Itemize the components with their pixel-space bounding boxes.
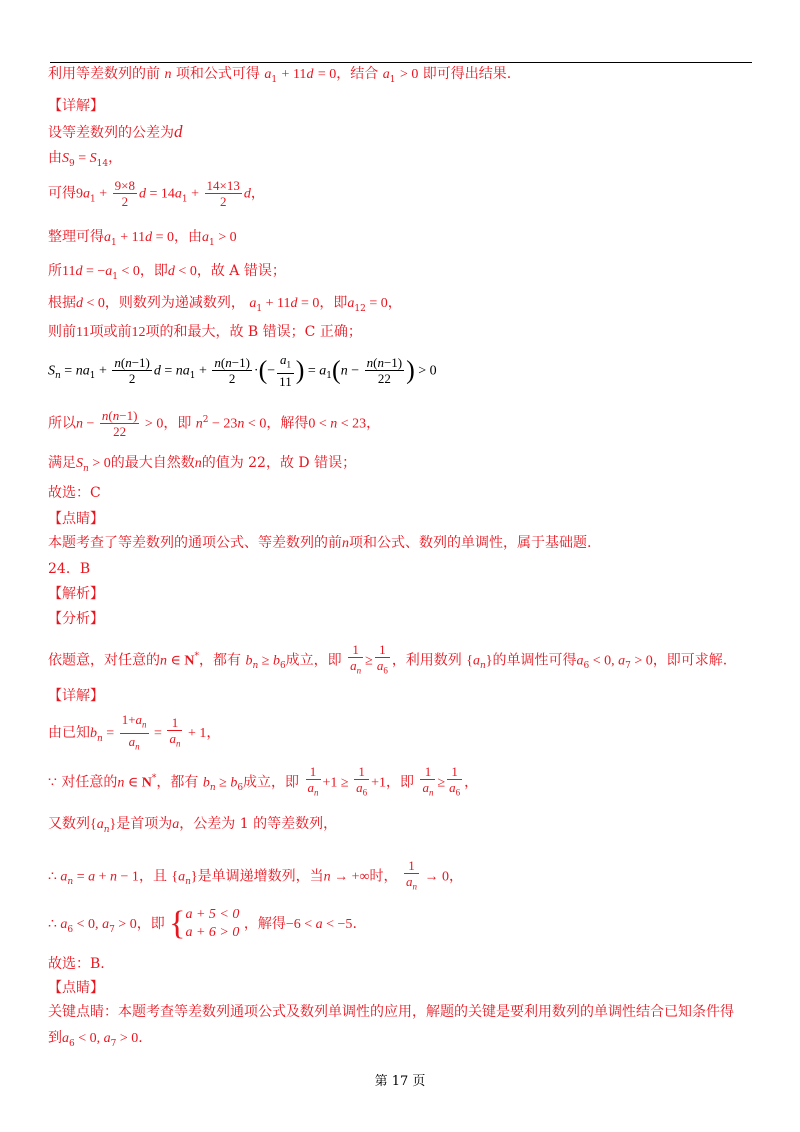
q23-comment: 本题考查了等差数列的通项公式、等差数列的前n项和公式、数列的单调性，属于基础题.: [48, 535, 592, 551]
q23-step1: 设等差数列的公差为d: [48, 122, 183, 141]
comment-label: 【点睛】: [48, 511, 104, 527]
detail2-label: 【详解】: [48, 688, 104, 704]
q24-detail2: ∵ 对任意的n ∈ N*，都有 $b_n \ge b_6$成立，即 $\frac{1}{a_n}$ +1 ≥ $\frac{1}{a_6}$ +1，即 $\frac{1}{a_n}$ ≥ $\frac{1}{a_6}$ ，: [48, 764, 479, 798]
q24-detail3: 又数列$\{a_n\}$是首项为a，公差为 1 的等差数列，: [48, 816, 338, 835]
q23-sum-formula: $S_n = na_1$ + $\frac{n(n-1)}{2}$ $d = na_1$ + $\frac{n(n-1)}{2}$ ·(− $\frac{a_1}{11}$ ) = $a_1(n$ − $\frac{n(n-1)}{22}$ ) > 0: [48, 352, 437, 389]
analysis-text: 利用等差数列的前 n 项和公式可得 $a_1 + 11d = 0$，结合 $a_1 > 0$ 即可得出结果.: [48, 66, 512, 85]
q23-step7: 则前11项或前12项的和最大，故 B 错误；C 正确；: [48, 324, 362, 340]
q23-step9: 所以n − $\frac{n(n-1)}{22}$ > 0，即 $n^2 - 23n < 0$，解得0 < n < 23，: [48, 408, 381, 439]
q24-heading: 24．B: [48, 561, 91, 577]
top-rule: [50, 62, 752, 63]
q24-comment: 关键点睛：本题考查等差数列通项公式及数列单调性的应用，解题的关键是要利用数列的单调性结合已知条件得: [48, 1004, 734, 1020]
q23-step10: 满足$S_n > 0$的最大自然数n的值为 22，故 D 错误；: [48, 455, 357, 474]
q24-analysis: 依题意，对任意的n ∈ N*，都有 $b_n \ge b_6$成立，即 $\frac{1}{a_n}$ ≥ $\frac{1}{a_6}$ ，利用数列 $\{a_n\}$的单调性可得$a_6 < 0$, $a_7 > 0$，即可求解.: [48, 642, 728, 676]
q24-detail5: ∴ $a_6 < 0$, $a_7 > 0$，即 { a + 5 < 0 a + 6 > 0 ，解得−6 < a < −5.: [48, 905, 357, 942]
q23-step2: 由$S_9 = S_{14}$，: [48, 150, 123, 169]
q24-detail1: 由已知$b_n$ = $\frac{1+a_n}{a_n}$ = $\frac{1}{a_n}$ + 1，: [48, 712, 221, 752]
analysis-label: 【解析】: [48, 586, 104, 602]
q24-choice: 故选：B.: [48, 956, 105, 972]
q23-step5: 所$11d = -a_1 < 0$，即d < 0，故 A 错误；: [48, 263, 286, 282]
q23-step4: 整理可得$a_1 + 11d = 0$，由$a_1 > 0$: [48, 229, 237, 248]
comment2-label: 【点睛】: [48, 980, 104, 996]
q23-step6: 根据d < 0，则数列为递减数列， $a_1 + 11d = 0$，即$a_{12} = 0$，: [48, 295, 402, 314]
q24-comment-end: 到$a_6 < 0$, $a_7 > 0$.: [48, 1030, 143, 1049]
q23-choice: 故选：C: [48, 485, 101, 501]
detail-label: 【详解】: [48, 98, 104, 114]
q24-detail4: ∴ $a_n = a + n - 1$，且 $\{a_n\}$是单调递增数列，当n → +∞时， $\frac{1}{a_n}$ → 0，: [48, 858, 463, 892]
q23-step3: 可得$9a_1$ + $\frac{9\times 8}{2}$ $d = 14a_1$ + $\frac{14\times 13}{2}$ d，: [48, 178, 265, 209]
fenxi-label: 【分析】: [48, 611, 104, 627]
page-number: 第 17 页: [374, 1074, 426, 1089]
